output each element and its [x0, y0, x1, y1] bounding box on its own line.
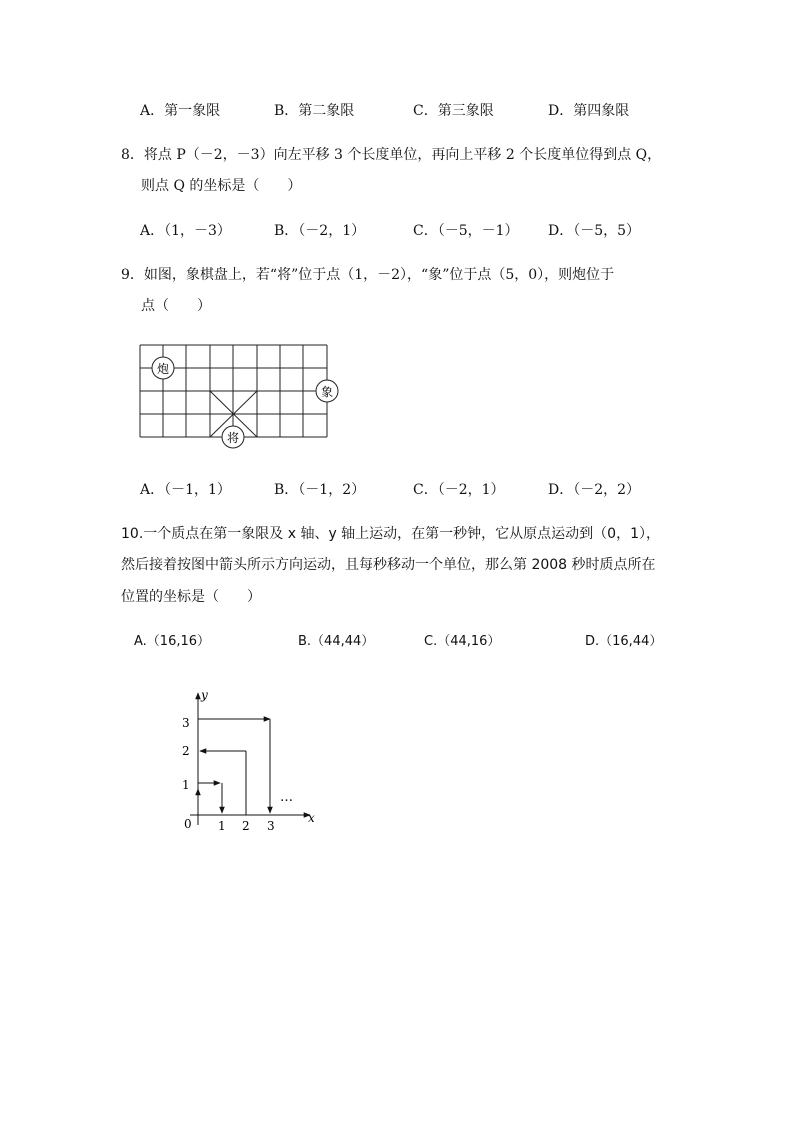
- q9-option-b: B．（－1，2）: [274, 482, 366, 498]
- q10-option-c: C.（44,16）: [424, 634, 501, 649]
- q8-stem-line2: 则点 Q 的坐标是（ ）: [141, 178, 302, 194]
- q10-option-a: A.（16,16）: [134, 634, 211, 649]
- q10-option-d: D.（16,44）: [585, 634, 663, 649]
- x-tick-1: 1: [218, 819, 226, 833]
- jiang-piece: [222, 426, 244, 448]
- q9-option-a: A．（－1，1）: [140, 482, 231, 498]
- q7-option-a: A．第一象限: [140, 103, 221, 119]
- x-axis-label: x: [308, 811, 315, 825]
- q8-option-a: A．（1，－3）: [140, 223, 231, 239]
- particle-path-figure: [170, 685, 330, 835]
- xiang-piece: [316, 380, 338, 402]
- q10-stem-line3: 位置的坐标是（ ）: [121, 589, 261, 605]
- q8-option-c: C．（－5，－1）: [413, 223, 519, 239]
- q8-stem-line1: 8．将点 P（－2，－3）向左平移 3 个长度单位，再向上平移 2 个长度单位得到点 Q，: [121, 147, 662, 163]
- pao-piece: [152, 357, 174, 379]
- q10-stem-line2: 然后接着按图中箭头所示方向运动，且每秒移动一个单位，那么第 2008 秒时质点所在: [121, 557, 656, 573]
- y-axis-label: y: [201, 688, 208, 702]
- q8-option-b: B．（－2，1）: [274, 223, 366, 239]
- chess-board-figure: [130, 335, 350, 460]
- x-tick-2: 2: [242, 819, 250, 833]
- q9-stem-line2: 点（ ）: [141, 298, 211, 314]
- y-tick-1: 1: [182, 778, 190, 792]
- q9-stem-line1: 9．如图，象棋盘上，若“将”位于点（1，－2），“象”位于点（5，0），则炮位于: [121, 267, 615, 283]
- q10-option-b: B.（44,44）: [298, 634, 375, 649]
- q7-option-d: D．第四象限: [548, 103, 630, 119]
- ellipsis-mark: …: [280, 790, 293, 805]
- x-tick-3: 3: [267, 819, 275, 833]
- svg-text:炮: 炮: [156, 362, 170, 376]
- q7-option-b: B．第二象限: [274, 103, 355, 119]
- origin-label: 0: [184, 817, 192, 831]
- q9-option-c: C．（－2，1）: [413, 482, 505, 498]
- q9-option-d: D．（－2，2）: [548, 482, 641, 498]
- y-tick-2: 2: [182, 744, 190, 758]
- y-tick-3: 3: [182, 716, 190, 730]
- q7-option-c: C．第三象限: [413, 103, 494, 119]
- svg-text:将: 将: [226, 431, 240, 445]
- q10-stem-line1: 10.一个质点在第一象限及 x 轴、y 轴上运动，在第一秒钟，它从原点运动到（0，1），: [121, 526, 660, 542]
- svg-text:象: 象: [320, 385, 334, 399]
- q8-option-d: D．（－5，5）: [548, 223, 641, 239]
